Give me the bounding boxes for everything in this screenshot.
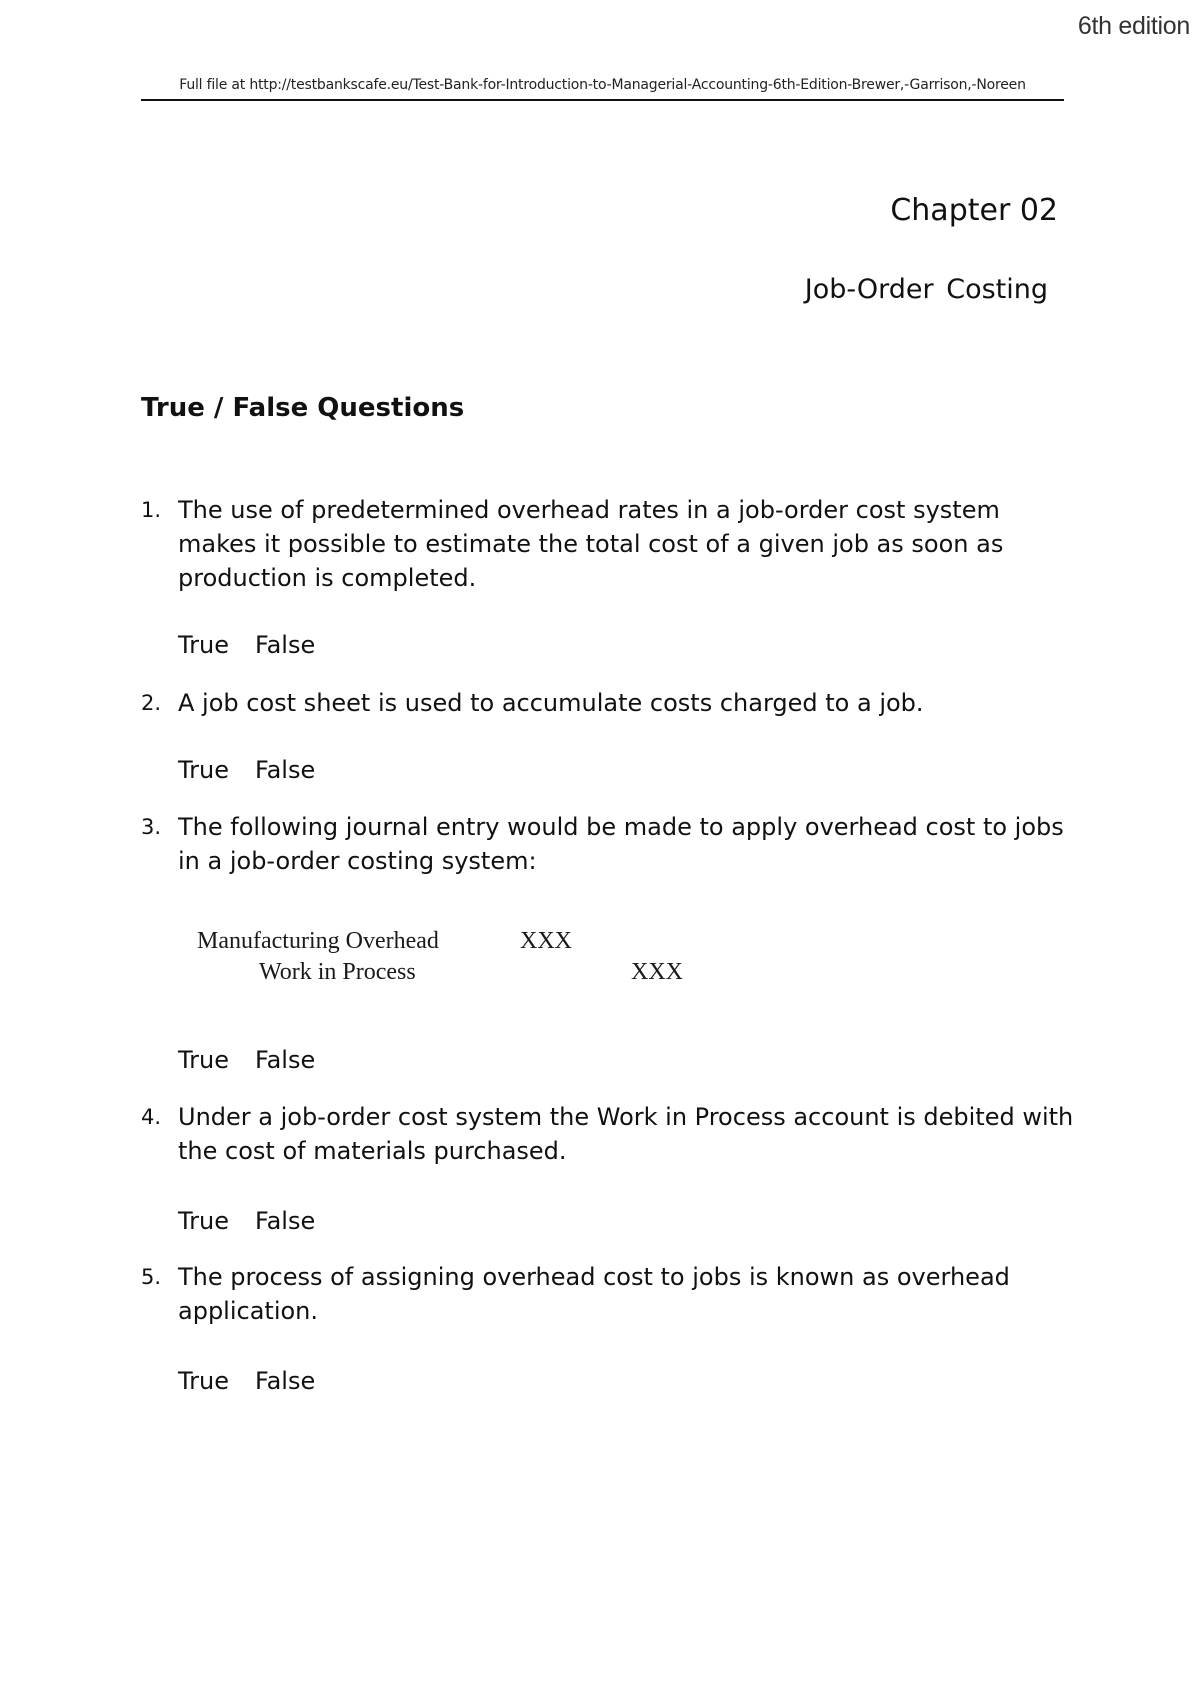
- answer-options-4: [178, 1207, 315, 1235]
- question-text: Under a job-order cost system the Work in Process account is debited with the cost of materials purchased.: [178, 1103, 1074, 1165]
- section-title: True / False Questions: [141, 393, 465, 423]
- question-text: The use of predetermined overhead rates in a job-order cost system makes it possible to estimate the total cost of a given job as soon as production is completed.: [178, 496, 1004, 592]
- question-number: 5.: [141, 1265, 162, 1289]
- question-5: [141, 1260, 1081, 1328]
- edition-label: 6th edition: [1077, 12, 1190, 40]
- true-option[interactable]: True: [178, 756, 229, 784]
- false-option[interactable]: False: [254, 1367, 316, 1395]
- false-option[interactable]: False: [254, 1046, 316, 1074]
- question-text: The following journal entry would be made to apply overhead cost to jobs in a job-order costing system:: [178, 813, 1064, 875]
- chapter-subtitle: Job-Order Costing: [804, 274, 1048, 305]
- question-number: 3.: [141, 815, 162, 839]
- true-option[interactable]: True: [178, 1046, 229, 1074]
- source-url-line: Full file at http://testbankscafe.eu/Test-Bank-for-Introduction-to-Managerial-Accounting-6th-Edition-Brewer,-Garrison,-Noreen: [141, 77, 1064, 101]
- answer-options-5: [178, 1367, 315, 1395]
- question-1: [141, 493, 1081, 595]
- journal-credit-amount: XXX: [631, 959, 683, 985]
- question-4: [141, 1100, 1081, 1168]
- journal-entry: [190, 928, 690, 996]
- question-number: 1.: [141, 498, 162, 522]
- journal-credit-account: Work in Process: [259, 959, 416, 985]
- false-option[interactable]: False: [254, 1207, 316, 1235]
- question-3: [141, 810, 1081, 878]
- question-text: A job cost sheet is used to accumulate costs charged to a job.: [178, 689, 924, 717]
- question-number: 4.: [141, 1105, 162, 1129]
- true-option[interactable]: True: [178, 1207, 229, 1235]
- false-option[interactable]: False: [254, 756, 316, 784]
- false-option[interactable]: False: [254, 631, 316, 659]
- answer-options-1: [178, 631, 315, 659]
- chapter-title: Chapter 02: [890, 193, 1058, 228]
- true-option[interactable]: True: [178, 631, 229, 659]
- journal-debit-amount: XXX: [520, 928, 572, 954]
- question-text: The process of assigning overhead cost to jobs is known as overhead application.: [178, 1263, 1010, 1325]
- question-2: [141, 686, 1081, 720]
- answer-options-3: [178, 1046, 315, 1074]
- answer-options-2: [178, 756, 315, 784]
- question-number: 2.: [141, 691, 162, 715]
- true-option[interactable]: True: [178, 1367, 229, 1395]
- journal-debit-account: Manufacturing Overhead: [197, 928, 439, 954]
